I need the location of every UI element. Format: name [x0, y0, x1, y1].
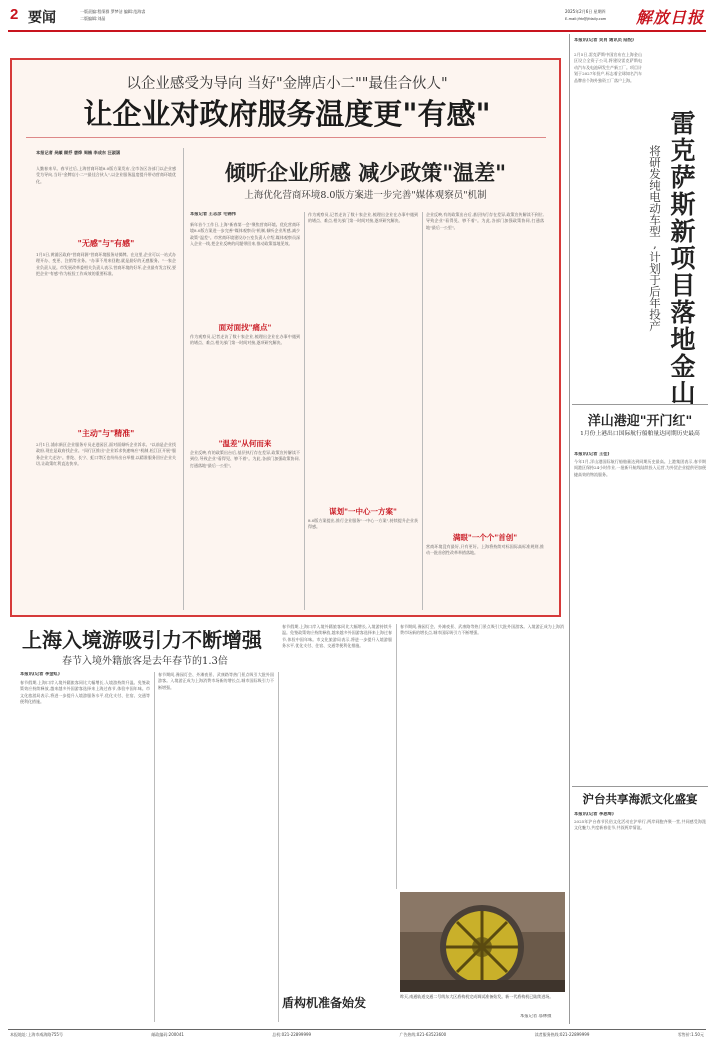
feature-headline: 倾听企业所感 减少政策"温差"	[224, 161, 507, 185]
feature-sub-3: 谋划"一中心一方案"	[329, 507, 397, 516]
date-line: 2025年2月6日 星期四	[565, 9, 606, 14]
rc-sec3-byline: 本报讯(记者 李思绮)	[574, 812, 614, 817]
lead-divider-1	[183, 148, 184, 610]
rc-sec3-text: 2025年沪台春节民俗文化活动在沪举行,两岸同胞齐聚一堂,共同感受海派文化魅力,共度新春佳节,共叙两岸情谊。	[574, 819, 706, 831]
footer-bar	[10, 1032, 704, 1042]
editors-line-2: 二版编辑:刘晶	[80, 16, 106, 21]
lead-sub-1: "无感"与"有感"	[77, 238, 135, 248]
photo-title: 盾构机准备始发	[282, 996, 367, 1010]
lead-para-1: 人勤春来早。春节过后,上海营商环境8.0版方案发布,全市各区各部门以企业感受为导向,当好"金牌店小二""最佳合伙人",以企业服务温度提升带动营商环境优化。	[36, 166, 176, 184]
page-name: 要闻	[28, 10, 56, 26]
feature-divider-2	[422, 212, 423, 610]
feature-sub-2: "温差"从何而来	[218, 439, 272, 448]
feature-byline: 本报记者 王志彦 毛锦伟	[190, 212, 236, 217]
bottom-subhead: 春节入境外籍旅客是去年春节的1.3倍	[62, 656, 228, 667]
feature-sub-1: 面对面找"痛点"	[218, 323, 272, 332]
bottom-para-1: 春节假期,上海口岸入境外籍旅客同比大幅增长,入境游持续升温。免签政策效应持续释放,越来越多外国游客选择来上海过春节,体验中国年味。市文化旅游局表示,将进一步提升入境游服务水平,优化支付、住宿、交通等便利化措施。	[20, 680, 150, 705]
lead-para-3: 2月1日,浦东新区企业服务专员走进园区,面对面倾听企业诉求。"以前是企业找政府,现在是政府找企业。"闵行区推出"企业诉求快速响应"机制,松江区开展"服务企业大走访"。普陀、长宁、虹口等区也纷纷出台举措,以精准服务回应企业关切,让政策红利直达快享。	[36, 442, 176, 467]
feature-para-3: 企业反映,有的政策出台后,基层执行存在差异,政策宣传解读不到位,导致企业"看得见、够不着"。为此,各部门加强政策协同,打通落地"最后一公里"。	[190, 450, 300, 468]
bottom-para-2: 春节期间,豫园灯会、外滩夜景、武康路等热门景点吸引大批外国游客。入境游正成为上海消费市场新的增长点,城市国际吸引力不断增强。	[158, 672, 274, 690]
lead-headline: 让企业对政府服务温度更"有感"	[83, 97, 491, 131]
feature-col3-para: 企业反映,有的政策出台后,基层执行存在差异,政策宣传解读不到位,导致企业"看得见、够不着"。为此,各部门加强政策协同,打通落地"最后一公里"。	[426, 212, 544, 230]
bottom-divider-2	[278, 672, 279, 1022]
feature-para-1: 新年首个工作日,上海"新春第一会"聚焦营商环境。优化营商环境8.0版方案进一步完善"媒体观察员"机制,倾听企业所感,减少政策"温差"。市营商环境建设办公室负责人介绍,媒体观察员深入企业一线,把企业反映的问题带回来,推动政策落地见效。	[190, 222, 300, 247]
photo-caption: 昨天,南通轨道交通二号线东大区盾构机完成调试准备始发。新一代盾构机已陆续进场。	[400, 994, 554, 999]
footer-price: 零售价:1.50元	[677, 1032, 704, 1037]
bottom-byline: 本报讯(记者 李金虹)	[20, 672, 60, 677]
feature-subhead: 上海优化营商环境8.0版方案进一步完善"媒体观察员"机制	[244, 190, 487, 201]
feature-col2-para: 作为观察员,记者走访了数十家企业,梳理出企业在办事中遇到的堵点、难点,相关部门第一时间对接,逐项研究解决。	[308, 212, 418, 224]
page-number: 2	[10, 6, 19, 23]
lead-para-2: 1月5日,黄浦区政府"营商同源"营商环境服务站揭牌。在这里,企业可以一站式办理开办、变更、注销等业务。"办事不用来回跑,就是最好的无感服务。"一家企业负责人说。市发展改革委相关负责人表示,营商环境的好坏,企业最有发言权,要把企业"有感"作为检验工作成效的重要标准。	[36, 252, 176, 277]
footer-switchboard: 总机:021-22899999	[272, 1032, 312, 1037]
footer-ad-hotline: 广告热线:021-63523600	[399, 1032, 447, 1037]
rc-brief-byline: 本报讯(记者 吴肖 通讯员 陆悦)	[574, 38, 634, 43]
rc-sec2-text: 今年1月,洋山港国际航行船舶量达到同期历史最高。上港集团表示,春节期间港区保持24小时作业,一批新开航线陆续投入运营,为外贸企业提供更加便捷高效的物流服务。	[574, 459, 706, 477]
tunnel-boring-machine-illustration	[400, 892, 565, 992]
bottom-para-3: 春节假期,上海口岸入境外籍旅客同比大幅增长,入境游持续升温。免签政策效应持续释放,越来越多外国游客选择来上海过春节,体验中国年味。市文化旅游局表示,将进一步提升入境游服务水平,优化支付、住宿、交通等便利化措施。	[282, 624, 392, 649]
rc-sec2-byline: 本报讯(记者 王佳)	[574, 452, 610, 457]
feature-para-5: 营商环境没有最好,只有更好。上海将持续对标国际高标准规则,推动一批首创性改革举措落地。	[426, 544, 544, 556]
right-col-divider	[569, 34, 570, 1024]
feature-divider-1	[304, 212, 305, 610]
photo-credit: 本报记者 邬林摄	[520, 1014, 552, 1019]
lead-byline: 本报记者 吴頔 顾抒 唐烨 周楠 李成东 汪淑涵	[36, 150, 121, 155]
bottom-para-4: 春节期间,豫园灯会、外滩夜景、武康路等热门景点吸引大批外国游客。入境游正成为上海消费市场新的增长点,城市国际吸引力不断增强。	[400, 624, 564, 636]
footer-postcode: 邮政编码:200041	[151, 1032, 184, 1037]
footer-address: 本报地址:上海市威海路755号	[10, 1032, 63, 1037]
rc-sec3-title: 沪台共享海派文化盛宴	[582, 792, 698, 806]
lead-kicker: 以企业感受为导向 当好"金牌店小二""最佳合伙人"	[126, 76, 448, 92]
tunnel-boring-machine-photo	[400, 892, 565, 992]
rc-title-big: 雷克萨斯新项目落地金山	[667, 110, 696, 407]
editors-line-1: 一版责编:程绩群 罗梦洁 编辑:范海睿	[80, 9, 146, 14]
feature-para-4: 8.0版方案提出,推行企业服务"一中心一方案",持续提升企业获得感。	[308, 518, 418, 530]
footer-rule	[8, 1029, 706, 1030]
lead-sub-2: "主动"与"精准"	[77, 428, 135, 438]
rc-sec2-title: 洋山港迎"开门红"	[587, 414, 693, 429]
header-rule	[8, 30, 706, 32]
bottom-divider-3	[396, 624, 397, 889]
feature-para-2: 作为观察员,记者走访了数十家企业,梳理出企业在办事中遇到的堵点、难点,相关部门第一时间对接,逐项研究解决。	[190, 334, 300, 346]
email-line: E-mail:jfrb@jfdaily.com	[565, 17, 607, 21]
bottom-headline: 上海入境游吸引力不断增强	[22, 628, 262, 652]
rc-rule-2	[572, 786, 708, 787]
rc-title-small: 将研发纯电动车型,计划于后年投产	[648, 145, 662, 332]
lead-rule	[26, 137, 546, 138]
rc-brief-text: 2月5日,雷克萨斯中国宣布在上海金山区设立全资子公司,将建设雷克萨斯电动汽车及电池研发生产新工厂。项目计划于2027年投产,标志着全球知名汽车品牌首个海外独资工厂落户上海。	[574, 52, 642, 83]
rc-sec2-sub: 1月份上港出口国际航行船舶量达同期历史最高	[580, 431, 700, 437]
footer-reader-hotline: 读者服务热线:021-22899999	[534, 1032, 590, 1037]
bottom-divider-1	[154, 672, 155, 1022]
feature-sub-4: 满眼"一个个"首创"	[452, 533, 518, 542]
masthead-logo: 解放日报	[636, 8, 705, 27]
rc-rule-1	[572, 404, 708, 405]
